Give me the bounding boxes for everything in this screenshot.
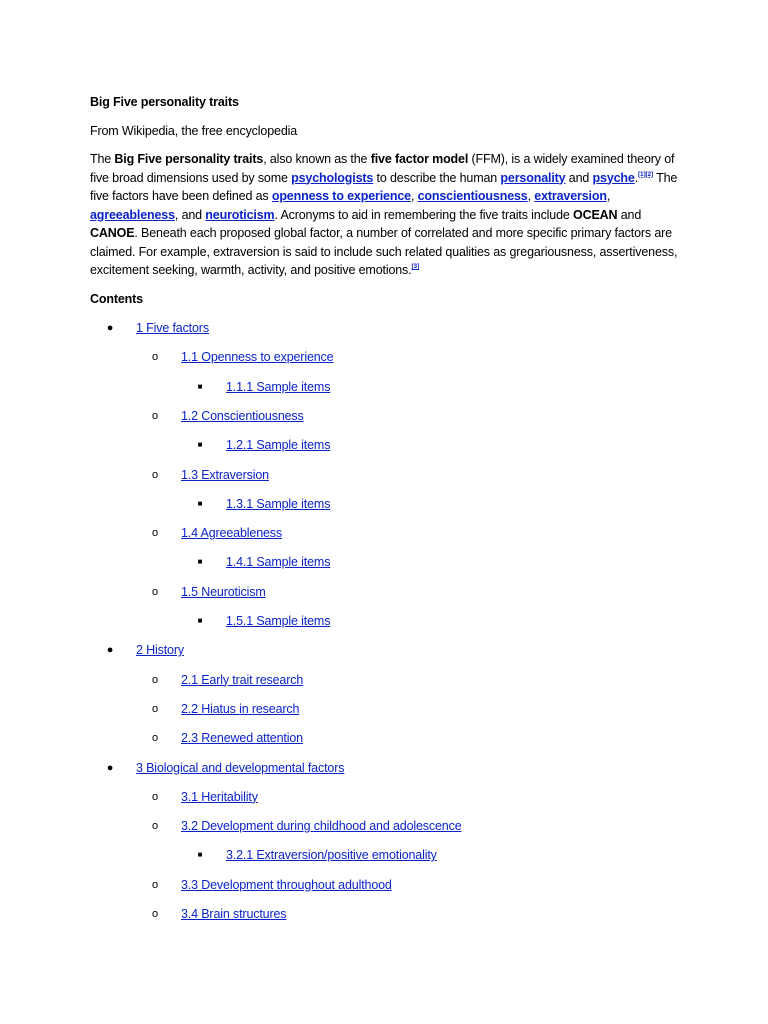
toc-link[interactable]: 1.3.1 Sample items — [226, 496, 331, 511]
bullet-circle-icon: o — [152, 409, 158, 422]
page-title: Big Five personality traits — [90, 95, 239, 109]
link-conscientiousness[interactable]: conscientiousness — [417, 189, 528, 203]
bullet-circle-icon: o — [152, 527, 158, 540]
bullet-circle-icon: o — [152, 732, 158, 745]
bullet-circle-icon: o — [152, 908, 158, 920]
intro-text: The — [90, 152, 115, 166]
toc-link[interactable]: 1.5 Neuroticism — [181, 584, 266, 599]
intro-text: The five factors have been defined as — [90, 170, 678, 203]
intro-text: . — [634, 170, 639, 185]
toc-link[interactable]: 1 Five factors — [136, 321, 209, 335]
toc-link[interactable]: 1.2 Conscientiousness — [181, 408, 304, 423]
intro-paragraph — [90, 150, 680, 280]
link-extraversion[interactable]: extraversion — [534, 189, 607, 203]
intro-text: . Beneath each proposed global factor, a number of correlated and more specific primary factors are claimed. For example, extraversion is said to include such related qualities as gregariousness, assertiveness, excitement seeking, warmth, activity, and positive emotions. — [90, 226, 678, 277]
toc-link[interactable]: 1.1.1 Sample items — [226, 379, 331, 394]
bullet-circle-icon: o — [152, 820, 158, 833]
toc-link[interactable]: 1.5.1 Sample items — [226, 614, 331, 628]
bullet-square-icon: ■ — [197, 850, 203, 860]
bullet-circle-icon: o — [152, 878, 158, 891]
contents-heading: Contents — [90, 291, 143, 306]
bullet-circle-icon: o — [152, 790, 158, 803]
toc-link[interactable]: 1.4 Agreeableness — [181, 526, 283, 541]
bullet-circle-icon: o — [152, 585, 158, 598]
intro-bold-term: OCEAN — [573, 207, 618, 222]
toc-link[interactable]: 1.1 Openness to experience — [181, 350, 334, 365]
link-personality[interactable]: personality — [500, 170, 566, 185]
bullet-disc-icon: ● — [106, 761, 114, 774]
toc-link[interactable]: 3.1 Heritability — [181, 789, 258, 804]
toc-link[interactable]: 3.2 Development during childhood and adolescence — [181, 819, 462, 834]
toc-link[interactable]: 3.3 Development throughout adulthood — [181, 877, 392, 892]
intro-text: , also known as the — [263, 152, 371, 166]
intro-text: . Acronyms to aid in remembering the five traits include — [274, 207, 574, 222]
toc-link[interactable]: 3.2.1 Extraversion/positive emotionality — [226, 848, 437, 863]
bullet-square-icon: ■ — [197, 498, 203, 508]
table-of-contents — [90, 318, 680, 933]
intro-text: and — [565, 170, 593, 185]
intro-bold-term: Big Five personality traits — [114, 152, 264, 166]
link-neuroticism[interactable]: neuroticism — [205, 207, 275, 222]
toc-link[interactable]: 3 Biological and developmental factors — [136, 760, 345, 775]
intro-text: to describe the human — [373, 170, 501, 185]
bullet-square-icon: ■ — [197, 381, 203, 391]
toc-link[interactable]: 1.4.1 Sample items — [226, 555, 331, 570]
toc-link[interactable]: 3.4 Brain structures — [181, 907, 287, 921]
toc-link[interactable]: 2.3 Renewed attention — [181, 731, 303, 746]
toc-link[interactable]: 1.2.1 Sample items — [226, 438, 331, 453]
bullet-square-icon: ■ — [197, 616, 203, 625]
bullet-disc-icon: ● — [106, 644, 114, 657]
link-psyche[interactable]: psyche — [592, 170, 635, 185]
toc-link[interactable]: 1.3 Extraversion — [181, 467, 269, 482]
link-agreeableness[interactable]: agreeableness — [90, 207, 175, 222]
bullet-circle-icon: o — [152, 351, 158, 364]
bullet-circle-icon: o — [152, 673, 158, 686]
intro-text: (FFM), is a widely examined theory of five broad dimensions used by some — [90, 152, 675, 185]
intro-bold-term: CANOE — [90, 226, 135, 240]
reference-link[interactable]: [3] — [411, 263, 419, 270]
intro-text: , — [410, 189, 418, 203]
bullet-circle-icon: o — [152, 702, 158, 715]
document-page — [90, 93, 680, 933]
intro-text: , — [527, 189, 535, 203]
intro-bold-term: five factor model — [370, 152, 469, 166]
toc-link[interactable]: 2.1 Early trait research — [181, 672, 304, 687]
intro-text: , and — [174, 207, 206, 222]
bullet-square-icon: ■ — [197, 440, 203, 450]
link-psychologists[interactable]: psychologists — [291, 170, 374, 185]
toc-link[interactable]: 2 History — [136, 643, 184, 658]
bullet-square-icon: ■ — [197, 557, 203, 567]
intro-text: , — [606, 189, 611, 203]
bullet-circle-icon: o — [152, 468, 158, 481]
intro-text: and — [617, 207, 642, 222]
toc-link[interactable]: 2.2 Hiatus in research — [181, 701, 300, 716]
reference-link[interactable]: [1][2] — [638, 170, 654, 178]
bullet-disc-icon: ● — [106, 322, 114, 334]
page-subtitle: From Wikipedia, the free encyclopedia — [90, 123, 298, 138]
link-openness[interactable]: openness to experience — [271, 189, 411, 203]
